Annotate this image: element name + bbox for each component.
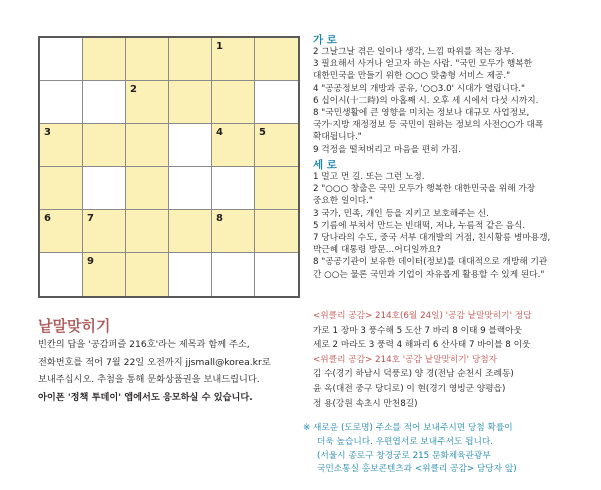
grid-cell-open[interactable] [126, 124, 169, 167]
grid-cell-open[interactable] [126, 81, 169, 124]
promo-title: 낱말맞히기 [38, 317, 111, 335]
grid-cell-blocked [255, 81, 298, 124]
clue-number: 9 [87, 256, 94, 267]
grid-cell-blocked [169, 253, 212, 296]
grid-cell-open[interactable] [83, 210, 126, 253]
notice [303, 422, 598, 477]
down-clue: 2 "○○○ 창출은 국민 모두가 행복한 대한민국을 위해 가장 [313, 184, 536, 195]
grid-cell-open[interactable] [212, 210, 255, 253]
down-clue: 5 기름에 부쳐서 만드는 빈대떡, 저냐, 누름적 같은 음식. [313, 220, 526, 231]
grid-cell-blocked [169, 167, 212, 210]
across-clue: 대한민국을 만들기 위한 ○○○ 맞춤형 서비스 제공." [313, 71, 511, 82]
notice-line: 더욱 높습니다. 우편엽서로 보내주셔도 됩니다. [317, 436, 494, 447]
down-clue: 간 ○○는 물론 국민과 기업이 자유롭게 활용할 수 있게 된다." [313, 269, 545, 280]
across-heading: 가 로 [313, 34, 337, 46]
down-clue: 7 당나라의 수도, 중국 서부 대개발의 거점, 친시황릉 병마용갱, [313, 233, 551, 244]
winners-line: 윤 옥(대전 중구 당디로) 이 현(경기 영빙군 양평읍) [313, 383, 506, 394]
grid-cell-open[interactable] [126, 210, 169, 253]
clue-number: 2 [130, 84, 137, 95]
grid-cell-open[interactable] [83, 38, 126, 81]
answers-across: 가로 1 장마 3 풍수해 5 도산 7 바리 8 이태 9 블랙아웃 [313, 325, 522, 336]
grid-cell-open[interactable] [255, 38, 298, 81]
grid-cell-blocked [212, 167, 255, 210]
grid-cell-open[interactable] [126, 253, 169, 296]
notice-line: 국민소통실 홍보콘텐츠과 <위클리 공감> 담당자 앞) [317, 464, 517, 475]
grid-cell-blocked [169, 124, 212, 167]
grid-cell-open[interactable] [126, 167, 169, 210]
grid-cell-blocked [83, 81, 126, 124]
grid-cell-blocked [40, 38, 83, 81]
grid-cell-open[interactable] [83, 124, 126, 167]
grid-cell-blocked [40, 253, 83, 296]
promo-line: 보내주십시오. 추첨을 통해 문화상품권을 보내드립니다. [38, 374, 260, 385]
promo-line-app: 아이폰 '정책 투데이' 앱에서도 응모하실 수 있습니다. [38, 391, 253, 403]
down-heading: 세 로 [313, 159, 337, 171]
across-clue: 3 필요해서 사거나 얻고자 하는 사람. "국민 모두가 행복한 [313, 59, 533, 70]
promo-line: 빈칸의 답을 '공감퍼즐 216호'라는 제목과 함께 주소, [38, 339, 250, 350]
grid-cell-open[interactable] [212, 38, 255, 81]
across-clue: 국가·지방 재정정보 등 국민이 원하는 정보의 사전○○가 대폭 [313, 120, 544, 131]
promo-body [38, 336, 308, 406]
down-clues [313, 171, 598, 281]
grid-cell-open[interactable] [40, 124, 83, 167]
grid-cell-blocked [40, 81, 83, 124]
clue-number: 6 [44, 213, 51, 224]
winners-line: 김 수(경기 하남시 덕풍로) 양 경(전남 순천시 조례동) [313, 369, 514, 380]
grid-cell-open[interactable] [169, 210, 212, 253]
grid-cell-blocked [83, 167, 126, 210]
clue-number: 7 [87, 213, 94, 224]
grid-cell-open[interactable] [169, 81, 212, 124]
grid-cell-open[interactable] [255, 210, 298, 253]
down-clue: 박근혜 대통령 방문…어디일까요? [313, 245, 441, 256]
across-clue: 4 "공공정보의 개방과 공유, '○○3.0' 시대가 열립니다." [313, 83, 526, 94]
grid-cell-open[interactable] [83, 253, 126, 296]
down-clue: 1 멀고 먼 길. 또는 그런 노정. [313, 172, 425, 182]
clue-number: 5 [259, 127, 266, 138]
grid-cell-open[interactable] [126, 38, 169, 81]
down-clue: 8 "공공기관이 보유한 데이터(정보)를 대대적으로 개방해 기관 [313, 257, 548, 268]
previous-answers [313, 309, 598, 411]
grid-cell-open[interactable] [255, 124, 298, 167]
clue-number: 1 [216, 41, 223, 52]
down-clue: 중요한 일이다." [313, 196, 373, 207]
answers-down: 세로 2 마라도 3 풍력 4 해파리 6 산사태 7 바이블 8 이웃 [313, 340, 531, 351]
grid-cell-open[interactable] [40, 167, 83, 210]
winners-line: 정 용(강원 속초시 만천8길) [313, 398, 418, 409]
across-clue: 8 "국민생활에 큰 영향을 미치는 정보나 대규모 사업정보, [313, 108, 530, 119]
crossword-grid [38, 36, 300, 298]
grid-cell-open[interactable] [212, 124, 255, 167]
promo-line: 전화번호를 적어 7월 22일 오전까지 jjsmall@korea.kr로 [38, 356, 271, 368]
grid-cell-open[interactable] [40, 210, 83, 253]
winners-title: <위클리 공감> 214호 '공감 낱말맞히기' 당첨자 [313, 354, 497, 365]
clue-number: 4 [216, 127, 223, 138]
grid-cell-open[interactable] [255, 167, 298, 210]
notice-line: ※ 새로운 (도로명) 주소를 적어 보내주시면 당첨 확률이 [303, 423, 513, 433]
down-clue: 3 국가, 민족, 개인 등을 지키고 보호해주는 신. [313, 208, 489, 219]
across-clue: 6 십이시(十二時)의 아홉째 시. 오후 세 시에서 다섯 시까지. [313, 95, 539, 106]
across-clues [313, 46, 598, 156]
across-clue: 9 걱정을 떨쳐버리고 마음을 편히 가짐. [313, 144, 461, 155]
across-clue: 확대됩니다." [313, 132, 362, 143]
grid-cell-blocked [255, 253, 298, 296]
clue-number: 3 [44, 127, 51, 138]
grid-cell-open[interactable] [169, 38, 212, 81]
grid-cell-blocked [212, 253, 255, 296]
answers-title: <위클리 공감> 214호(6월 24일) '공감 낱말맞히기' 정답 [313, 311, 532, 321]
notice-line: (서울시 종로구 창경궁로 215 문화체육관광부 [317, 450, 491, 461]
grid-cell-open[interactable] [212, 81, 255, 124]
clue-number: 8 [216, 213, 223, 224]
across-clue: 2 그날그날 겪은 일이나 생각, 느낌 따위를 적는 장부. [313, 47, 514, 57]
